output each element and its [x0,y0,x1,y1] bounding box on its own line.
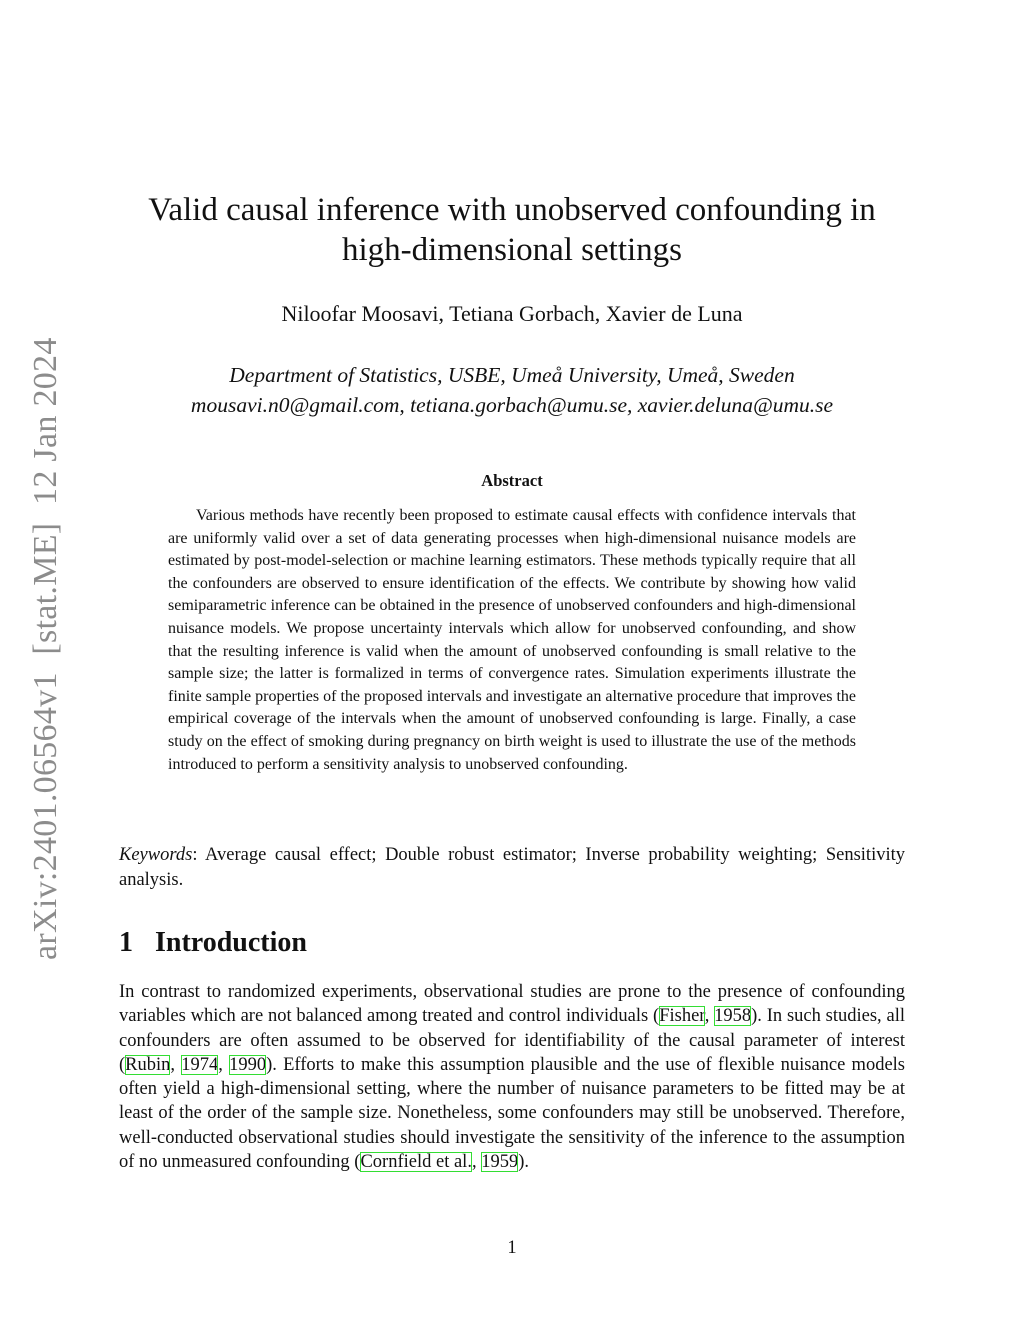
affiliation-block [80,360,944,420]
paper-title-line-1: Valid causal inference with unobserved confounding in [148,192,876,228]
abstract-text: Various methods have recently been proposed to estimate causal effects with confidence intervals that are uniformly valid over a set of data generating processes when high-dimensional nuisance models are estimated by post-model-selection or machine learning estimators. These methods typically require that all the confounders are observed to ensure identification of the effects. We contribute by showing how valid semiparametric inference can be obtained in the presence of unobserved confounders and high-dimensional nuisance models. We propose uncertainty intervals which allow for unobserved confounding, and show that the resulting inference is valid when the amount of unobserved confounding is small relative to the sample size; the latter is formalized in terms of convergence rates. Simulation experiments illustrate the finite sample properties of the proposed intervals and investigate an alternative procedure that improves the empirical coverage of the intervals when the amount of unobserved confounding is large. Finally, a case study on the effect of smoking during pregnancy on birth weight is used to illustrate the use of the methods introduced to perform a sensitivity analysis to unobserved confounding. [168,507,856,773]
intro-text: , [170,1054,182,1075]
intro-text: ). [518,1152,529,1173]
abstract-heading: Abstract [481,471,543,490]
affiliation: Department of Statistics, USBE, Umeå University, Umeå, Sweden [229,363,795,387]
intro-text: ). In such studies, all confounders are often assumed to be observed for identifiability of the causal parameter of interest ( [119,1006,905,1075]
keywords-paragraph [119,843,905,892]
citation-link-fisher[interactable]: Fisher [659,1006,705,1027]
citation-link-cornfield[interactable]: Cornfield et al. [360,1152,472,1173]
page-number: 1 [507,1238,517,1258]
intro-text: , [218,1054,230,1075]
author-emails: mousavi.n0@gmail.com, tetiana.gorbach@umu.se, xavier.deluna@umu.se [190,393,834,417]
intro-text: In contrast to randomized experiments, observational studies are prone to the presence of confounding variables which are not balanced among treated and control individuals ( [119,982,905,1027]
citation-link-fisher-1958[interactable]: 1958 [714,1006,752,1027]
paper-title [80,190,944,270]
section-heading-introduction [119,925,307,961]
section-number: 1 [119,927,133,958]
keywords-text: : Average causal effect; Double robust estimator; Inverse probability weighting; Sensitivity analysis. [119,845,905,890]
intro-text: , [704,1006,715,1027]
paper-title-line-2: high-dimensional settings [341,232,683,268]
arxiv-identifier-stamp: arXiv:2401.06564v1 [stat.ME] 12 Jan 2024 [27,337,64,960]
citation-link-rubin-1990[interactable]: 1990 [229,1054,267,1075]
citation-link-cornfield-1959[interactable]: 1959 [481,1152,519,1173]
author-list: Niloofar Moosavi, Tetiana Gorbach, Xavier de Luna [281,301,743,326]
intro-text: ). Efforts to make this assumption plausible and the use of flexible nuisance models often yield a high-dimensional setting, where the number of nuisance parameters to be fitted may be at least of the order of the sample size. Nonetheless, some confounders may still be unobserved. Therefore, well-conducted observational studies should investigate the sensitivity of the inference to the assumption of no unmeasured confounding ( [119,1054,905,1173]
keywords-label: Keywords [119,845,193,865]
section-title: Introduction [155,927,307,958]
introduction-paragraph [119,980,905,1174]
citation-link-rubin-1974[interactable]: 1974 [181,1054,219,1075]
citation-link-rubin[interactable]: Rubin [125,1054,171,1075]
intro-text: , [471,1152,482,1173]
